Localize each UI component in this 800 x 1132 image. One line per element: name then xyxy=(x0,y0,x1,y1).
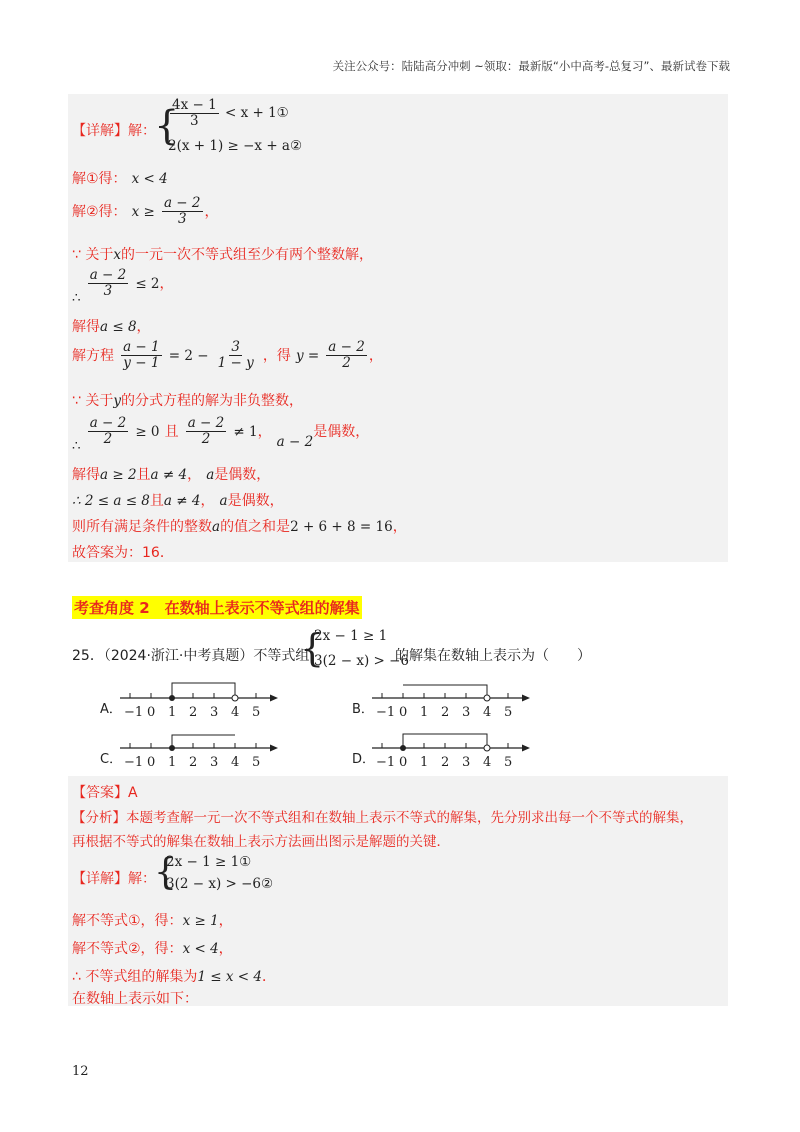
tick-label: 4 xyxy=(483,705,492,720)
option-c-label[interactable]: C． xyxy=(100,752,123,767)
tick-label: 0 xyxy=(399,755,408,770)
question-suffix: 的解集在数轴上表示为（ ） xyxy=(395,648,591,664)
tick-label: 5 xyxy=(504,705,513,720)
tick-label: 1 xyxy=(168,705,177,720)
tick-label: 5 xyxy=(252,705,261,720)
option-c-numberline[interactable] xyxy=(118,730,283,772)
tick-label: 5 xyxy=(252,755,261,770)
tick-label: −1 xyxy=(376,705,396,720)
section-title: 考查角度 2 在数轴上表示不等式组的解集 xyxy=(72,596,362,619)
detail-label-1: 【详解】解： xyxy=(72,123,156,139)
tick-label: 2 xyxy=(441,755,450,770)
line2-2: 解不等式②，得：x < 4， xyxy=(72,941,233,957)
tick-label: 4 xyxy=(231,705,240,720)
option-d-label[interactable]: D． xyxy=(352,752,376,767)
line-10: ∴ 2 ≤ a ≤ 8且a ≠ 4， a是偶数， xyxy=(72,493,284,509)
brace-1: { xyxy=(154,103,180,149)
tick-label: 4 xyxy=(483,755,492,770)
option-b-label[interactable]: B． xyxy=(352,702,374,717)
line2-4: 在数轴上表示如下： xyxy=(72,991,198,1007)
tick-label: 2 xyxy=(189,755,198,770)
line-4: $_\therefore$ $\frac{a - 2}{3}$ ≤ 2， xyxy=(72,267,174,306)
page-header: 关注公众号：陆陆高分冲刺 ~领取：最新版“小中高考-总复习”、最新试卷下载 xyxy=(332,59,730,73)
option-d-numberline[interactable] xyxy=(370,730,535,772)
tick-label: 5 xyxy=(504,755,513,770)
tick-label: −1 xyxy=(124,755,144,770)
question-eq1: 2x − 1 ≥ 1 xyxy=(314,628,388,644)
line-1: 解①得： x < 4 xyxy=(72,171,168,187)
tick-label: 2 xyxy=(441,705,450,720)
line-12: 故答案为：16． xyxy=(72,545,174,561)
option-a-label[interactable]: A． xyxy=(100,702,122,717)
line-7: ∵ 关于y的分式方程的解为非负整数， xyxy=(72,393,303,409)
tick-label: 4 xyxy=(231,755,240,770)
tick-label: 3 xyxy=(210,705,219,720)
system2-eq2: 3(2 − x) > −6② xyxy=(166,876,274,892)
line-9: 解得a ≥ 2且a ≠ 4， a是偶数， xyxy=(72,467,271,483)
detail-label-2: 【详解】解： xyxy=(72,871,156,887)
answer: 【答案】A xyxy=(72,785,138,801)
line-6: 解方程 $\frac{a - 1}{y - 1}$ = 2 − $\frac{3}{1 - y}$ ，得 y = $\frac{a - 2}{2}$ ， xyxy=(72,339,383,371)
tick-label: 3 xyxy=(210,755,219,770)
question-number: 25．（2024·浙江·中考真题）不等式组 xyxy=(72,648,310,664)
page-number: 12 xyxy=(72,1064,89,1079)
tick-label: 0 xyxy=(147,755,156,770)
tick-label: 0 xyxy=(399,705,408,720)
tick-label: −1 xyxy=(376,755,396,770)
brace-q: { xyxy=(300,626,325,670)
line2-3: ∴ 不等式组的解集为1 ≤ x < 4． xyxy=(72,969,276,985)
system2-eq1: 2x − 1 ≥ 1① xyxy=(166,854,252,870)
analysis-line-1: 【分析】本题考查解一元一次不等式组和在数轴上表示不等式的解集，先分别求出每一个不等式的解集， xyxy=(72,810,693,826)
option-b-numberline[interactable] xyxy=(370,680,535,722)
tick-label: −1 xyxy=(124,705,144,720)
line2-1: 解不等式①，得：x ≥ 1， xyxy=(72,913,233,929)
tick-label: 1 xyxy=(420,755,429,770)
line-3: ∵ 关于x的一元一次不等式组至少有两个整数解， xyxy=(72,247,373,263)
line-5: 解得a ≤ 8， xyxy=(72,319,151,335)
system1-eq1: $\frac{4x - 1}{3}$ < x + 1① xyxy=(172,97,289,129)
question-eq2: 3(2 − x) > −6 xyxy=(314,653,410,669)
tick-label: 1 xyxy=(420,705,429,720)
tick-label: 2 xyxy=(189,705,198,720)
tick-label: 0 xyxy=(147,705,156,720)
system1-eq2: 2(x + 1) ≥ −x + a② xyxy=(168,138,303,154)
line-2: 解②得： x ≥ $\frac{a - 2}{3}$ ， xyxy=(72,195,219,227)
tick-label: 3 xyxy=(462,755,471,770)
brace-2: { xyxy=(154,852,177,893)
line-8: $_\therefore$ $\frac{a - 2}{2}$ ≥ 0 且 $\frac{a - 2}{2}$ ≠ 1， $_{a - 2}$是偶数， xyxy=(72,415,370,454)
line-11: 则所有满足条件的整数a的值之和是2 + 6 + 8 = 16， xyxy=(72,519,407,535)
tick-label: 1 xyxy=(168,755,177,770)
tick-label: 3 xyxy=(462,705,471,720)
option-a-numberline[interactable] xyxy=(118,680,283,722)
analysis-line-2: 再根据不等式的解集在数轴上表示方法画出图示是解题的关键． xyxy=(72,834,450,850)
